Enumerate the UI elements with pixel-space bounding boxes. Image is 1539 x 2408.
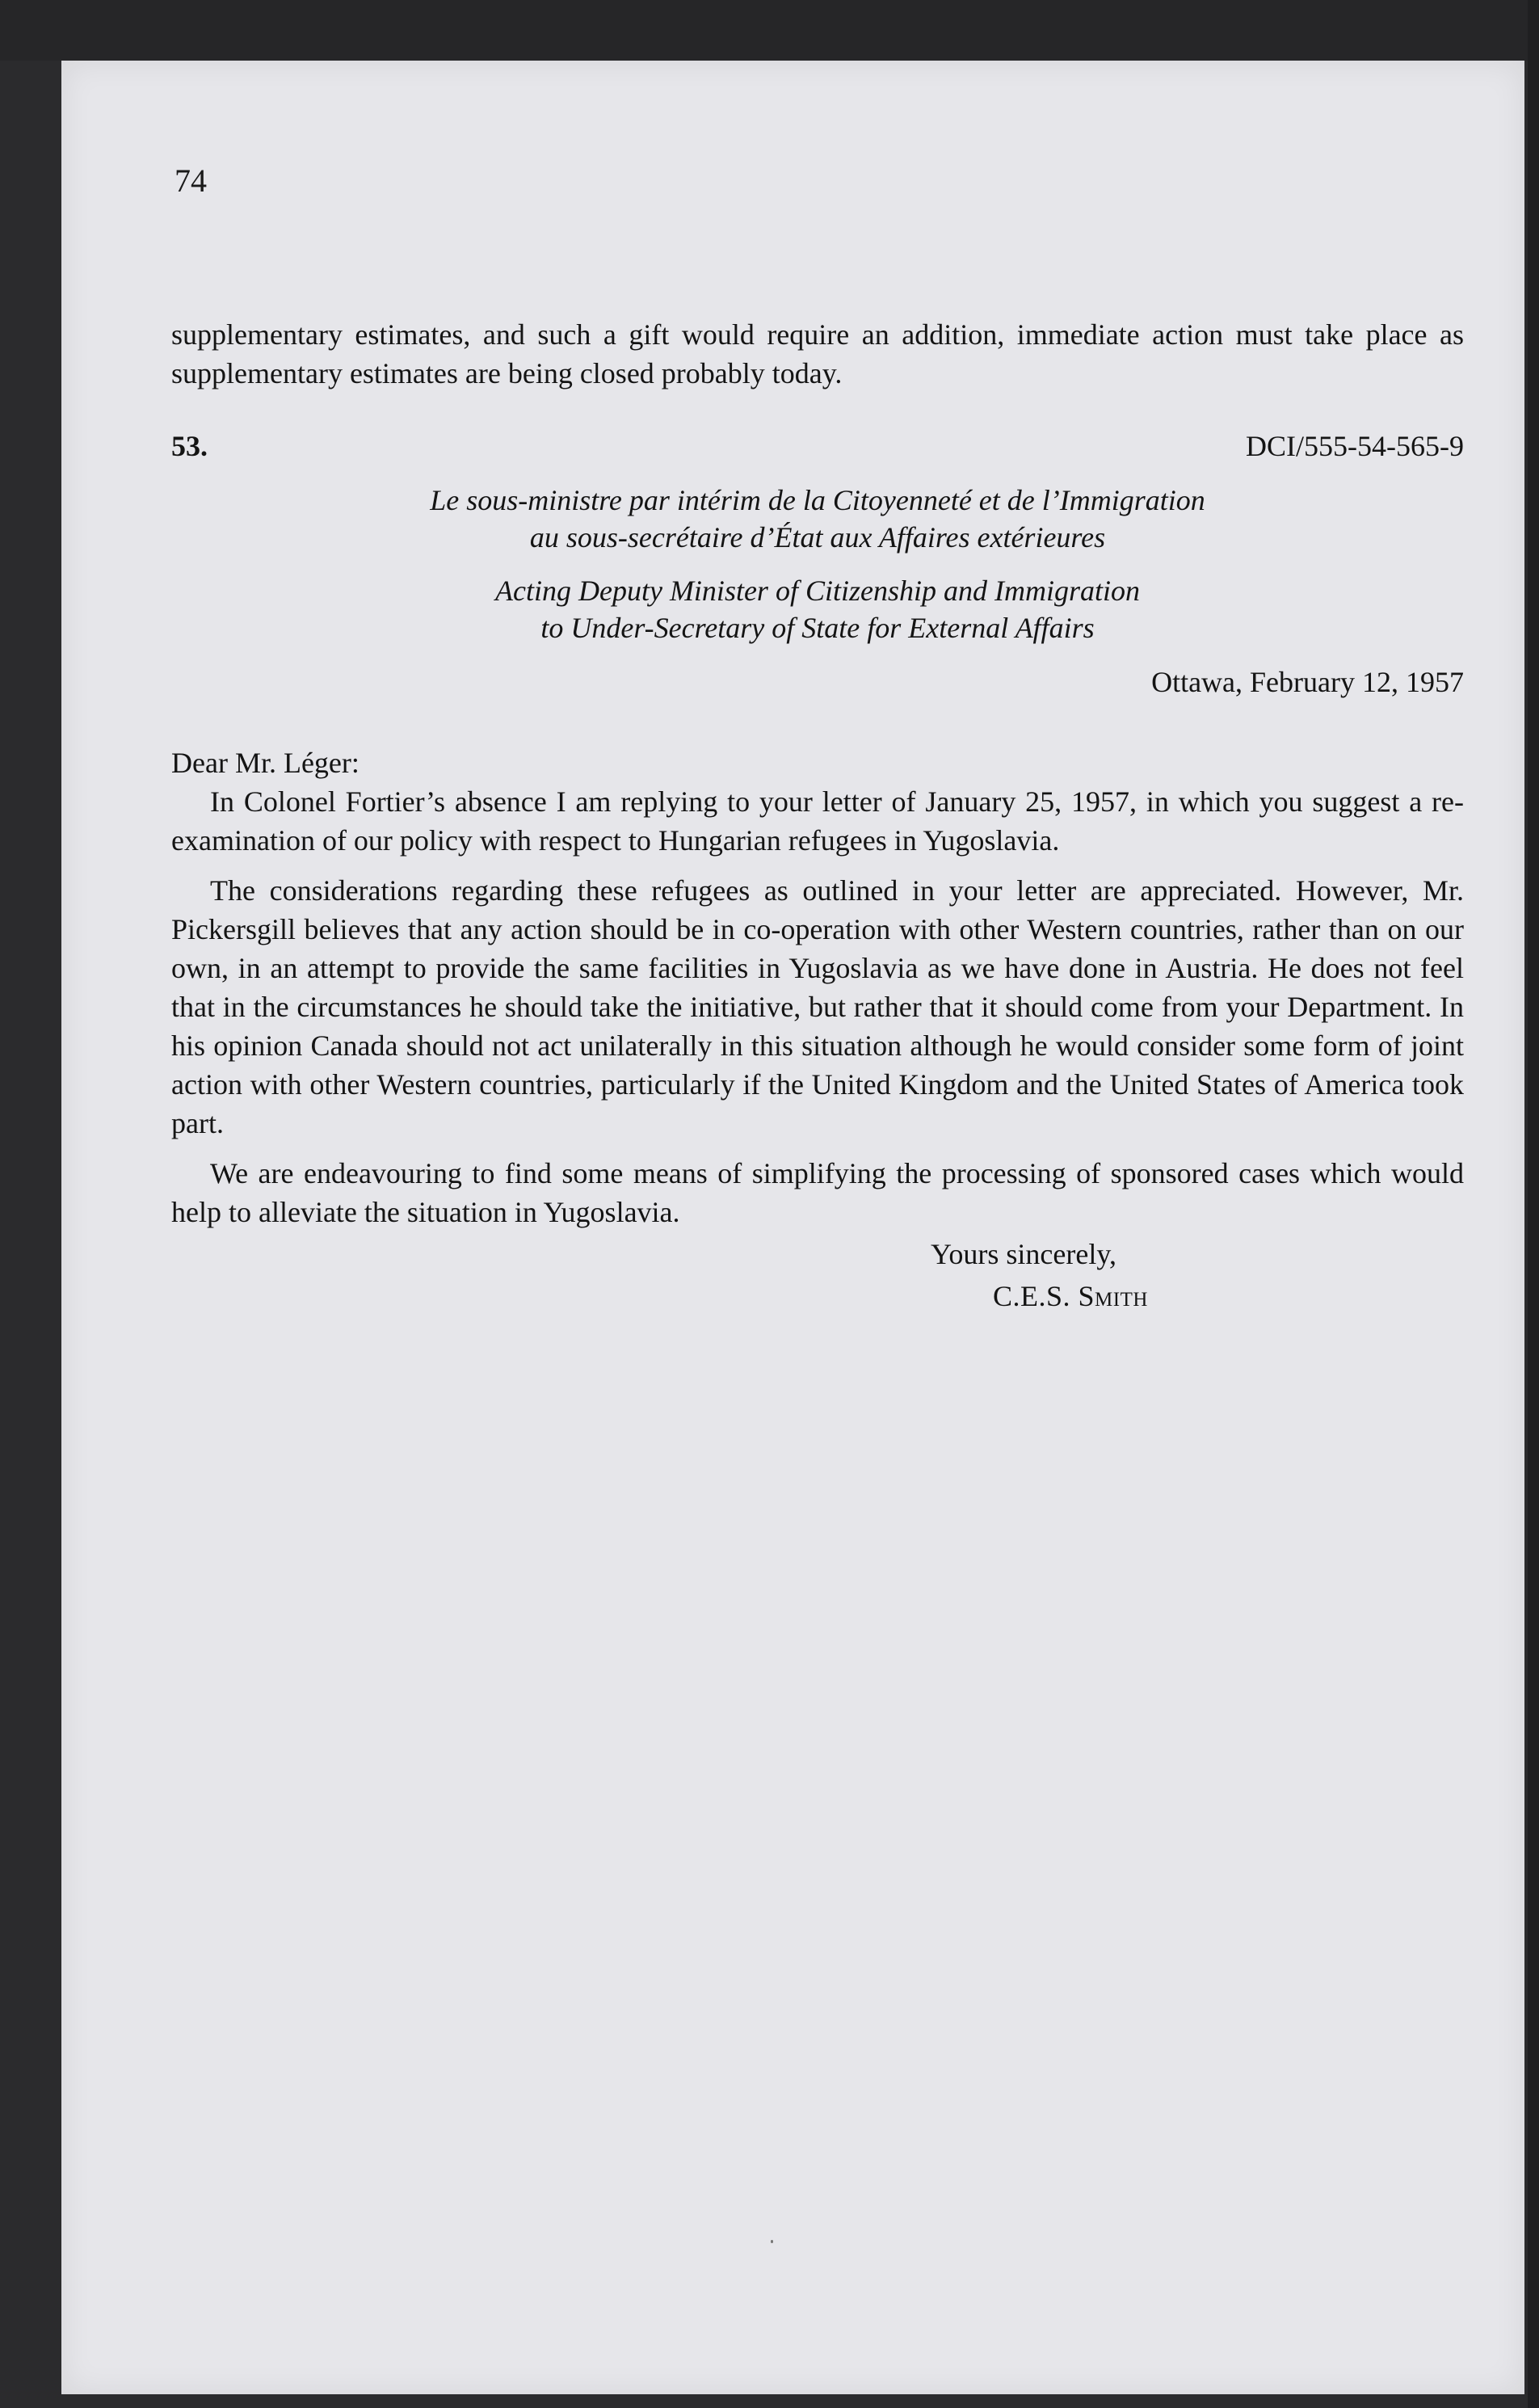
letter-date: Ottawa, February 12, 1957 (1151, 666, 1464, 698)
signature: C.E.S. Smith (993, 1280, 1148, 1312)
document-header (171, 427, 1464, 465)
closing: Yours sincerely, (931, 1238, 1116, 1270)
page-body (171, 315, 1464, 1316)
english-title-line-1: Acting Deputy Minister of Citizenship and Immigration (495, 575, 1140, 607)
english-title-line-2: to Under-Secretary of State for External Affairs (540, 612, 1095, 644)
document-number: 53. (171, 430, 208, 462)
file-reference: DCI/555-54-565-9 (1246, 430, 1464, 462)
french-title-line-2: au sous-secrétaire d’État aux Affaires extérieures (529, 521, 1106, 554)
paper-speck (771, 2240, 773, 2243)
letter-paragraph: In Colonel Fortier’s absence I am replying to your letter of January 25, 1957, in which you suggest a re-examination of our policy with respect to Hungarian refugees in Yugoslavia. (171, 785, 1464, 857)
french-title-line-1: Le sous-ministre par intérim de la Citoyenneté et de l’Immigration (430, 484, 1205, 516)
letter-paragraph: We are endeavouring to find some means of simplifying the processing of sponsored cases which would help to alleviate the situation in Yugoslavia. (171, 1157, 1464, 1228)
french-title (171, 482, 1464, 556)
english-title (171, 572, 1464, 646)
salutation: Dear Mr. Léger: (171, 747, 360, 779)
scan-background-edge (1528, 0, 1539, 2408)
continuation-paragraph: supplementary estimates, and such a gift would require an addition, immediate action must take place as supplementary estimates are being closed probably today. (171, 318, 1464, 389)
letter-paragraph: The considerations regarding these refugees as outlined in your letter are appreciated. However, Mr. Pickersgill believes that any action should be in co-operation with other Western countries, rather than on our own, in an attempt to provide the same facilities in Yugoslavia as we have done in Austria. He does not feel that in the circumstances he should take the initiative, but rather that it should come from your Department. In his opinion Canada should not act unilaterally in this situation although he would consider some form of joint action with other Western countries, particularly if the United Kingdom and the United States of America took part. (171, 874, 1464, 1139)
scan-background-top (0, 0, 1539, 61)
page-number: 74 (175, 162, 207, 199)
